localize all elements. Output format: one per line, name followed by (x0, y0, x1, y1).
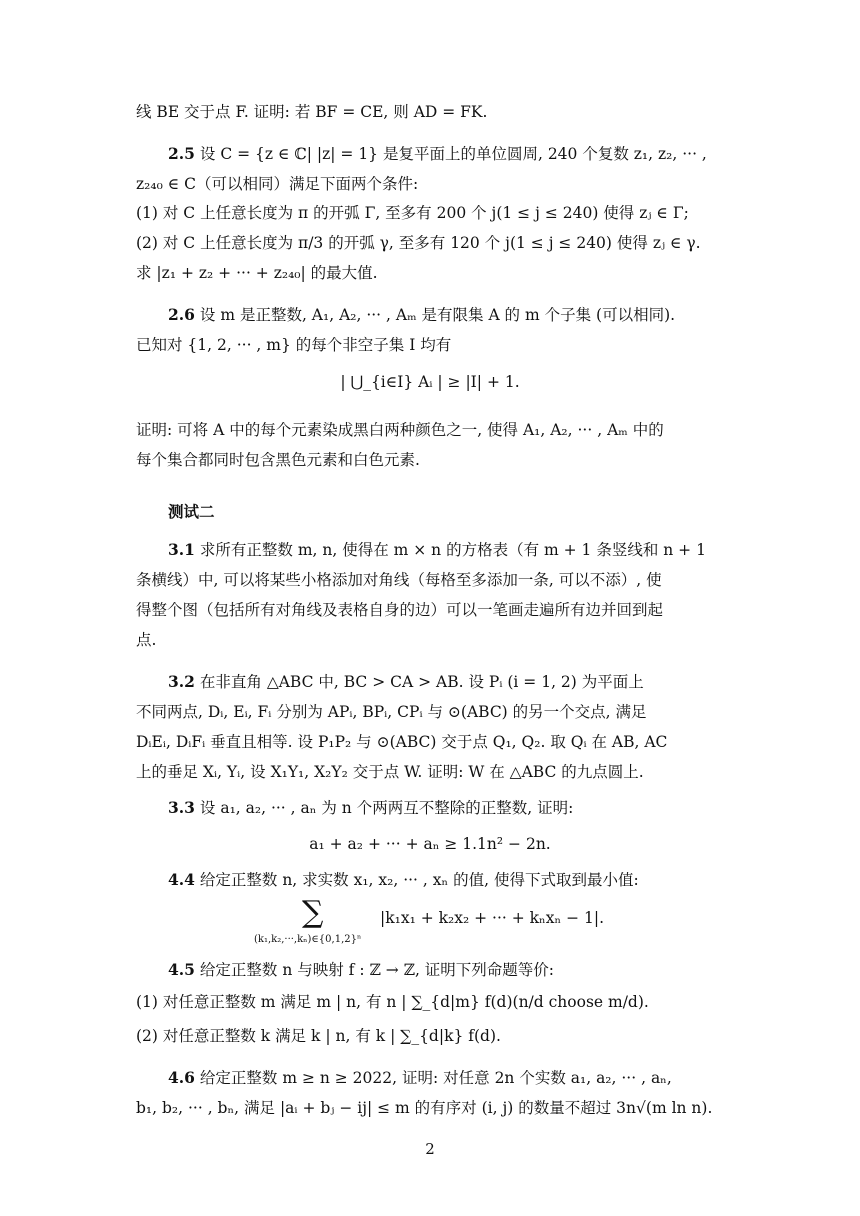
text-line: 给定正整数 m ≥ n ≥ 2022, 证明: 对任意 2n 个实数 a₁, a₂, ··· , aₙ, (194, 1069, 672, 1087)
text-line: 给定正整数 n, 求实数 x₁, x₂, ··· , xₙ 的值, 使得下式取到最小值: (194, 871, 639, 889)
summation-index: (k₁,k₂,···,kₙ)∈{0,1,2}ⁿ (254, 934, 362, 945)
problem-3-1 (136, 538, 724, 562)
problem-4-5 (136, 958, 724, 982)
display-formula (136, 895, 724, 948)
display-formula: | ⋃_{i∈I} Aᵢ | ≥ |I| + 1. (340, 373, 520, 391)
text-line: 点. (136, 631, 157, 649)
condition-2: (2) 对 C 上任意长度为 π/3 的开弧 γ, 至多有 120 个 j(1 ≤ j ≤ 240) 使得 zⱼ ∈ γ. (136, 234, 701, 252)
problem-number: 2.6 (168, 305, 195, 324)
condition-2: (2) 对任意正整数 k 满足 k | n, 有 k | ∑_{d|k} f(d). (136, 1027, 501, 1045)
section-heading: 测试二 (168, 502, 215, 521)
text-line: 设 C = {z ∈ ℂ| |z| = 1} 是复平面上的单位圆周, 240 个复数 z₁, z₂, ··· , (194, 145, 707, 163)
text-line: 设 a₁, a₂, ··· , aₙ 为 n 个两两互不整除的正整数, 证明: (194, 799, 574, 817)
text-line: 求所有正整数 m, n, 使得在 m × n 的方格表（有 m + 1 条竖线和 n + 1 (194, 541, 706, 559)
text-line: 在非直角 △ABC 中, BC > CA > AB. 设 Pᵢ (i = 1, 2) 为平面上 (194, 673, 644, 691)
text-line: 每个集合都同时包含黑色元素和白色元素. (136, 451, 420, 469)
problem-4-4 (136, 868, 724, 892)
condition-1: (1) 对 C 上任意长度为 π 的开弧 Γ, 至多有 200 个 j(1 ≤ j ≤ 240) 使得 zⱼ ∈ Γ; (136, 204, 689, 222)
text-line: 给定正整数 n 与映射 f : ℤ → ℤ, 证明下列命题等价: (194, 961, 555, 979)
problem-4-6 (136, 1066, 724, 1090)
text-line: 线 BE 交于点 F. 证明: 若 BF = CE, 则 AD = FK. (136, 103, 488, 121)
text-line: 证明: 可将 A 中的每个元素染成黑白两种颜色之一, 使得 A₁, A₂, ··· , Aₘ 中的 (136, 421, 664, 439)
problem-3-2 (136, 670, 724, 694)
text-line: 设 m 是正整数, A₁, A₂, ··· , Aₘ 是有限集 A 的 m 个子集 (可以相同). (194, 306, 676, 324)
text-line: b₁, b₂, ··· , bₙ, 满足 |aᵢ + bⱼ − ij| ≤ m 的有序对 (i, j) 的数量不超过 3n√(m ln n). (136, 1099, 713, 1117)
problem-number: 4.5 (168, 960, 195, 979)
text-line: 条横线）中, 可以将某些小格添加对角线（每格至多添加一条, 可以不添）, 使 (136, 571, 662, 589)
text-line: z₂₄₀ ∈ C（可以相同）满足下面两个条件: (136, 175, 419, 193)
text-line: 上的垂足 Xᵢ, Yᵢ, 设 X₁Y₁, X₂Y₂ 交于点 W. 证明: W 在 △ABC 的九点圆上. (136, 763, 644, 781)
text-line: 不同两点, Dᵢ, Eᵢ, Fᵢ 分别为 APᵢ, BPᵢ, CPᵢ 与 ⊙(ABC) 的另一个交点, 满足 (136, 703, 647, 721)
page-number: 2 (425, 1140, 435, 1158)
text-line: 已知对 {1, 2, ··· , m} 的每个非空子集 I 均有 (136, 336, 452, 354)
summation-symbol: ∑ (302, 895, 324, 930)
text-line: 得整个图（包括所有对角线及表格自身的边）可以一笔画走遍所有边并回到起 (136, 601, 664, 619)
problem-number: 2.5 (168, 144, 195, 163)
problem-2-6 (136, 303, 724, 327)
problem-number: 4.4 (168, 870, 195, 889)
text-line: DᵢEᵢ, DᵢFᵢ 垂直且相等. 设 P₁P₂ 与 ⊙(ABC) 交于点 Q₁, Q₂. 取 Qᵢ 在 AB, AC (136, 733, 668, 751)
problem-number: 3.3 (168, 798, 195, 817)
display-formula: a₁ + a₂ + ··· + aₙ ≥ 1.1n² − 2n. (309, 835, 551, 853)
problem-number: 3.1 (168, 540, 195, 559)
problem-number: 4.6 (168, 1068, 195, 1087)
text-line: 求 |z₁ + z₂ + ··· + z₂₄₀| 的最大值. (136, 264, 378, 282)
condition-1: (1) 对任意正整数 m 满足 m | n, 有 n | ∑_{d|m} f(d)(n/d choose m/d). (136, 993, 649, 1011)
problem-2-5 (136, 142, 724, 166)
problem-number: 3.2 (168, 672, 195, 691)
problem-3-3 (136, 796, 724, 820)
summation-body: |k₁x₁ + k₂x₂ + ··· + kₙxₙ − 1|. (380, 909, 605, 927)
